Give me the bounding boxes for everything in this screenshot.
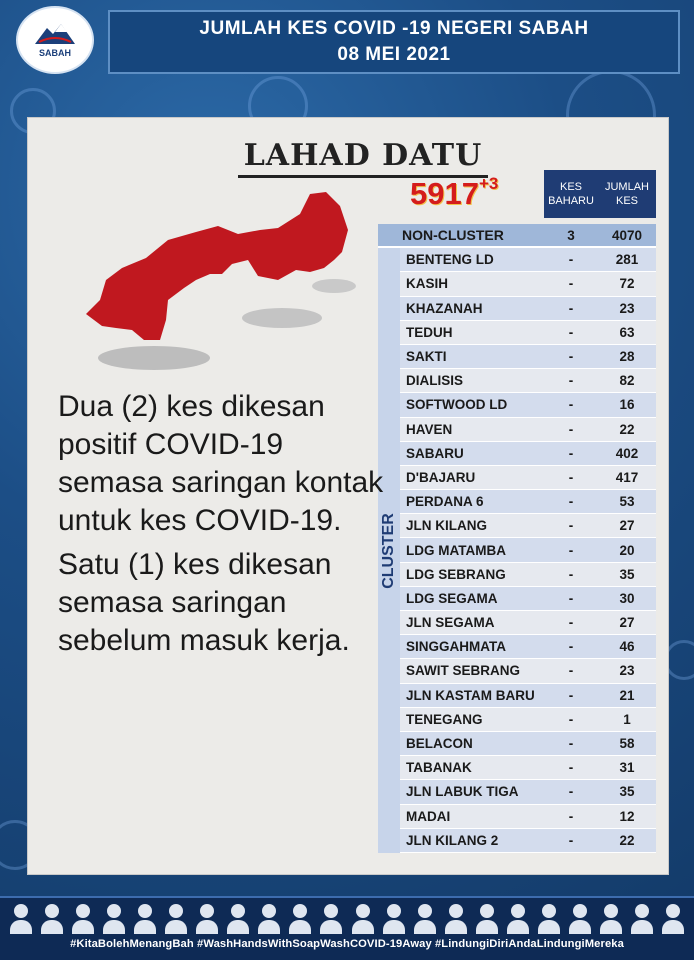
row-name: JLN KASTAM BARU bbox=[406, 687, 535, 703]
total-count: 5917 bbox=[410, 176, 479, 211]
row-jumlah-kes: 12 bbox=[619, 808, 635, 824]
person-icon bbox=[41, 904, 63, 934]
row-name: DIALISIS bbox=[406, 373, 464, 389]
person-icon bbox=[352, 904, 374, 934]
row-name: BELACON bbox=[406, 736, 473, 752]
person-icon bbox=[72, 904, 94, 934]
person-icon bbox=[103, 904, 125, 934]
case-description bbox=[58, 388, 388, 666]
cases-table bbox=[378, 224, 656, 853]
cluster-row bbox=[400, 442, 656, 466]
row-name: LDG MATAMBA bbox=[406, 542, 506, 558]
row-name: JLN LABUK TIGA bbox=[406, 784, 519, 800]
cluster-row bbox=[400, 563, 656, 587]
row-jumlah-kes: 58 bbox=[619, 736, 635, 752]
header-title: JUMLAH KES COVID -19 NEGERI SABAH bbox=[199, 18, 589, 39]
cluster-row bbox=[400, 635, 656, 659]
row-kes-baharu: - bbox=[568, 615, 574, 631]
person-icon bbox=[600, 904, 622, 934]
people-icons bbox=[10, 900, 684, 934]
cluster-row bbox=[400, 321, 656, 345]
row-jumlah-kes: 35 bbox=[619, 566, 635, 582]
row-name: KASIH bbox=[406, 276, 449, 292]
row-jumlah-kes: 28 bbox=[619, 349, 635, 365]
row-kes-baharu: - bbox=[568, 421, 574, 437]
row-jumlah-kes: 53 bbox=[619, 494, 635, 510]
row-name: PERDANA 6 bbox=[406, 494, 484, 510]
row-kes-baharu: - bbox=[568, 590, 574, 606]
row-jumlah-kes: 281 bbox=[615, 252, 639, 268]
person-icon bbox=[662, 904, 684, 934]
person-icon bbox=[445, 904, 467, 934]
person-icon bbox=[320, 904, 342, 934]
row-kes-baharu: - bbox=[568, 760, 574, 776]
person-icon bbox=[258, 904, 280, 934]
row-jumlah-kes: 31 bbox=[619, 760, 635, 776]
header-jumlah-kes-label: JUMLAH KES bbox=[604, 181, 649, 207]
row-name: SAKTI bbox=[406, 349, 447, 365]
cluster-row bbox=[400, 345, 656, 369]
row-name: TABANAK bbox=[406, 760, 472, 776]
row-kes-baharu: 3 bbox=[567, 227, 575, 243]
row-name: TENEGANG bbox=[406, 711, 483, 727]
person-icon bbox=[569, 904, 591, 934]
row-kes-baharu: - bbox=[568, 349, 574, 365]
person-icon bbox=[476, 904, 498, 934]
virus-decoration bbox=[664, 640, 694, 680]
cluster-row bbox=[400, 684, 656, 708]
cluster-block bbox=[378, 248, 656, 853]
row-name: TEDUH bbox=[406, 324, 453, 340]
row-kes-baharu: - bbox=[568, 494, 574, 510]
page-header bbox=[108, 10, 680, 74]
district-title: LAHAD DATU bbox=[238, 138, 488, 178]
row-jumlah-kes: 27 bbox=[619, 615, 635, 631]
row-name: LDG SEBRANG bbox=[406, 566, 506, 582]
person-icon bbox=[165, 904, 187, 934]
cluster-row bbox=[400, 272, 656, 296]
row-kes-baharu: - bbox=[568, 832, 574, 848]
sabah-logo bbox=[16, 6, 94, 74]
row-jumlah-kes: 4070 bbox=[611, 227, 643, 243]
header-kes-baharu-label: KES BAHARU bbox=[548, 181, 594, 207]
row-kes-baharu: - bbox=[568, 711, 574, 727]
row-jumlah-kes: 20 bbox=[619, 542, 635, 558]
row-kes-baharu: - bbox=[568, 687, 574, 703]
cluster-row bbox=[400, 490, 656, 514]
cluster-label-text: CLUSTER bbox=[380, 512, 397, 589]
person-icon bbox=[10, 904, 32, 934]
row-name: SAWIT SEBRANG bbox=[406, 663, 521, 679]
new-cases-count: +3 bbox=[478, 174, 499, 193]
row-name: HAVEN bbox=[406, 421, 453, 437]
row-jumlah-kes: 417 bbox=[615, 469, 639, 485]
header-jumlah-kes bbox=[598, 170, 656, 218]
header-kes-baharu bbox=[544, 170, 598, 218]
row-kes-baharu: - bbox=[568, 808, 574, 824]
header-date: 08 MEI 2021 bbox=[337, 44, 451, 65]
description-para-1: Dua (2) kes dikesan positif COVID-19 semasa saringan kontak untuk kes COVID-19. bbox=[58, 390, 384, 537]
row-kes-baharu: - bbox=[568, 469, 574, 485]
row-kes-baharu: - bbox=[568, 663, 574, 679]
row-kes-baharu: - bbox=[568, 252, 574, 268]
row-jumlah-kes: 22 bbox=[619, 421, 635, 437]
row-jumlah-kes: 22 bbox=[619, 832, 635, 848]
person-icon bbox=[289, 904, 311, 934]
row-kes-baharu: - bbox=[568, 397, 574, 413]
logo-text: SABAH bbox=[38, 48, 71, 58]
row-jumlah-kes: 402 bbox=[615, 445, 639, 461]
row-jumlah-kes: 72 bbox=[619, 276, 635, 292]
district-map bbox=[72, 190, 362, 380]
cluster-row bbox=[400, 829, 656, 853]
row-kes-baharu: - bbox=[568, 736, 574, 752]
row-name: JLN KILANG 2 bbox=[406, 832, 499, 848]
cluster-row bbox=[400, 611, 656, 635]
person-icon bbox=[538, 904, 560, 934]
cluster-row bbox=[400, 466, 656, 490]
person-icon bbox=[383, 904, 405, 934]
row-name: SINGGAHMATA bbox=[406, 639, 506, 655]
cluster-row bbox=[400, 732, 656, 756]
row-name: MADAI bbox=[406, 808, 451, 824]
row-jumlah-kes: 82 bbox=[619, 373, 635, 389]
description-para-2: Satu (1) kes dikesan semasa saringan sebelum masuk kerja. bbox=[58, 548, 350, 657]
cluster-row bbox=[400, 756, 656, 780]
row-jumlah-kes: 23 bbox=[619, 300, 635, 316]
cluster-row bbox=[400, 248, 656, 272]
row-jumlah-kes: 1 bbox=[623, 711, 631, 727]
cluster-row bbox=[400, 659, 656, 683]
total-cases bbox=[410, 176, 498, 212]
mountain-icon bbox=[33, 22, 77, 46]
person-icon bbox=[134, 904, 156, 934]
row-kes-baharu: - bbox=[568, 566, 574, 582]
row-kes-baharu: - bbox=[568, 324, 574, 340]
row-jumlah-kes: 27 bbox=[619, 518, 635, 534]
row-jumlah-kes: 35 bbox=[619, 784, 635, 800]
row-name: LDG SEGAMA bbox=[406, 590, 498, 606]
row-jumlah-kes: 16 bbox=[619, 397, 635, 413]
row-name: NON-CLUSTER bbox=[402, 227, 504, 244]
row-jumlah-kes: 23 bbox=[619, 663, 635, 679]
row-kes-baharu: - bbox=[568, 276, 574, 292]
row-kes-baharu: - bbox=[568, 518, 574, 534]
cluster-row bbox=[400, 587, 656, 611]
row-kes-baharu: - bbox=[568, 639, 574, 655]
row-jumlah-kes: 30 bbox=[619, 590, 635, 606]
row-jumlah-kes: 63 bbox=[619, 324, 635, 340]
row-name: BENTENG LD bbox=[406, 252, 494, 268]
row-name: SABARU bbox=[406, 445, 464, 461]
cluster-rows bbox=[400, 248, 656, 853]
cluster-row bbox=[400, 805, 656, 829]
row-name: SOFTWOOD LD bbox=[406, 397, 508, 413]
cluster-row bbox=[400, 780, 656, 804]
person-icon bbox=[631, 904, 653, 934]
row-kes-baharu: - bbox=[568, 445, 574, 461]
content-panel bbox=[28, 118, 668, 874]
cluster-row bbox=[400, 708, 656, 732]
row-jumlah-kes: 46 bbox=[619, 639, 635, 655]
person-icon bbox=[227, 904, 249, 934]
row-name: KHAZANAH bbox=[406, 300, 483, 316]
cluster-row bbox=[400, 538, 656, 562]
footer-banner bbox=[0, 896, 694, 960]
non-cluster-row bbox=[378, 224, 656, 248]
cluster-row bbox=[400, 514, 656, 538]
row-jumlah-kes: 21 bbox=[619, 687, 635, 703]
row-kes-baharu: - bbox=[568, 784, 574, 800]
person-icon bbox=[196, 904, 218, 934]
person-icon bbox=[414, 904, 436, 934]
cluster-row bbox=[400, 369, 656, 393]
person-icon bbox=[507, 904, 529, 934]
cluster-row bbox=[400, 297, 656, 321]
row-name: D'BAJARU bbox=[406, 469, 476, 485]
row-name: JLN KILANG bbox=[406, 518, 487, 534]
row-kes-baharu: - bbox=[568, 542, 574, 558]
footer-hashtags: #KitaBolehMenangBah #WashHandsWithSoapWashCOVID-19Away #LindungiDiriAndaLindungiMereka bbox=[70, 938, 624, 950]
row-name: JLN SEGAMA bbox=[406, 615, 495, 631]
row-kes-baharu: - bbox=[568, 373, 574, 389]
cluster-row bbox=[400, 418, 656, 442]
cluster-row bbox=[400, 393, 656, 417]
row-kes-baharu: - bbox=[568, 300, 574, 316]
